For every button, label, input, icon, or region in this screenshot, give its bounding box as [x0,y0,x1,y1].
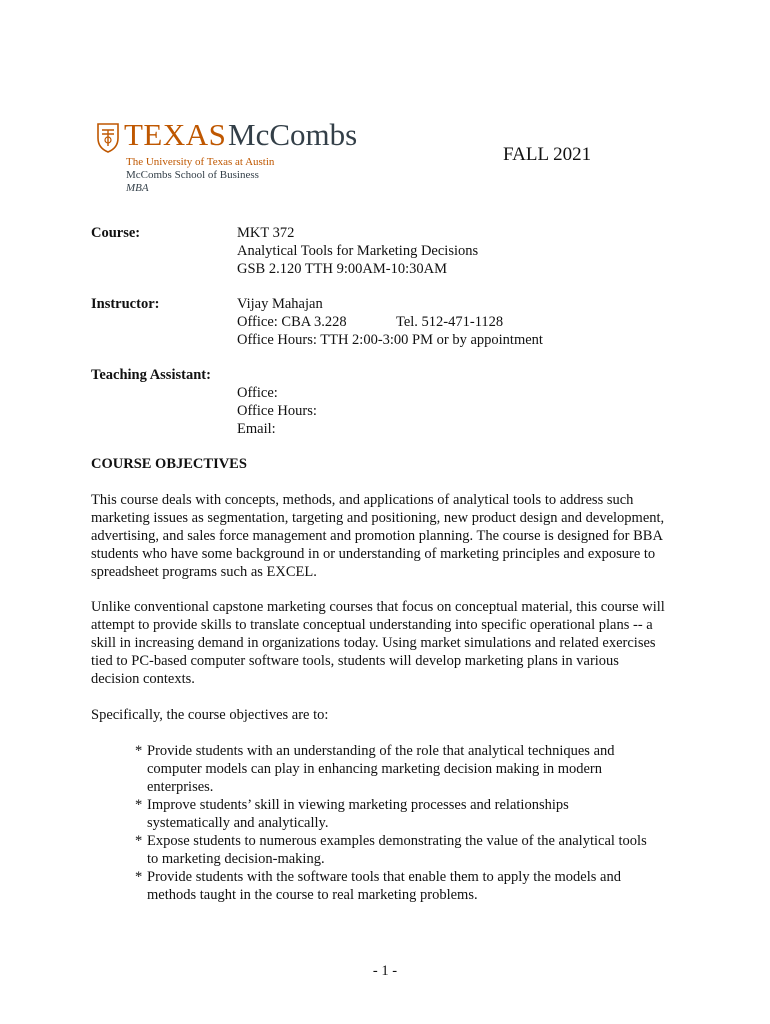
page-number: - 1 - [372,963,398,979]
course-label: Course: [91,225,141,241]
logo-school-text: McCombs School of Business [126,169,259,181]
course-code: MKT 372 [237,225,295,241]
ta-office-hours: Office Hours: [237,403,317,419]
list-item [135,796,655,832]
instructor-label: Instructor: [91,296,160,312]
logo-program-text: MBA [126,182,149,194]
ta-office: Office: [237,385,278,401]
list-item [135,832,655,868]
instructor-phone: Tel. 512-471-1128 [396,314,504,330]
objectives-list [135,742,655,904]
logo-mccombs-text: McCombs [228,117,358,152]
course-title: Analytical Tools for Marketing Decisions [237,243,479,259]
section-heading: COURSE OBJECTIVES [91,456,247,472]
paragraph-course-description: This course deals with concepts, methods, and applications of analytical tools to address such marketing issues as segmentation, targeting and positioning, new product design and development, advertising, and sales force management and promotion planning. The course is designed for BBA students who have some background in or understanding of marketing principles and exposure to spreadsheet programs such as EXCEL. [91,492,665,580]
logo-university-text: The University of Texas at Austin [126,156,275,168]
bullet-star-icon: * [135,869,143,885]
list-item [135,742,655,796]
course-schedule: GSB 2.120 TTH 9:00AM-10:30AM [237,261,447,277]
list-item-text: Expose students to numerous examples demonstrating the value of the analytical tools to marketing decision-making. [147,833,647,867]
list-item-text: Improve students’ skill in viewing marketing processes and relationships systematically and analytically. [147,797,569,831]
bullet-star-icon: * [135,833,143,849]
list-item [135,868,655,904]
instructor-office-hours: Office Hours: TTH 2:00-3:00 PM or by appointment [237,332,543,348]
list-item-text: Provide students with an understanding of the role that analytical techniques and computer models can play in enhancing marketing decision making in modern enterprises. [147,743,615,795]
paragraph-course-approach: Unlike conventional capstone marketing courses that focus on conceptual material, this course will attempt to provide skills to translate conceptual understanding into specific operational plans -- a skill in increasing demand in organizations today. Using market simulations and related exercises tied to PC-based computer software tools, students will develop marketing plans in various decision contexts. [91,599,665,687]
ta-email: Email: [237,421,276,437]
term-label: FALL 2021 [503,144,592,165]
bullet-star-icon: * [135,743,143,759]
logo-texas-text: TEXAS [124,117,227,152]
instructor-office: Office: CBA 3.228 [237,314,347,330]
list-item-text: Provide students with the software tools that enable them to apply the models and methods taught in the course to real marketing problems. [147,869,621,903]
instructor-name: Vijay Mahajan [237,296,323,312]
bullet-star-icon: * [135,797,143,813]
ut-seal-icon [96,122,120,154]
objectives-intro: Specifically, the course objectives are to: [91,707,329,723]
ta-label: Teaching Assistant: [91,367,211,383]
